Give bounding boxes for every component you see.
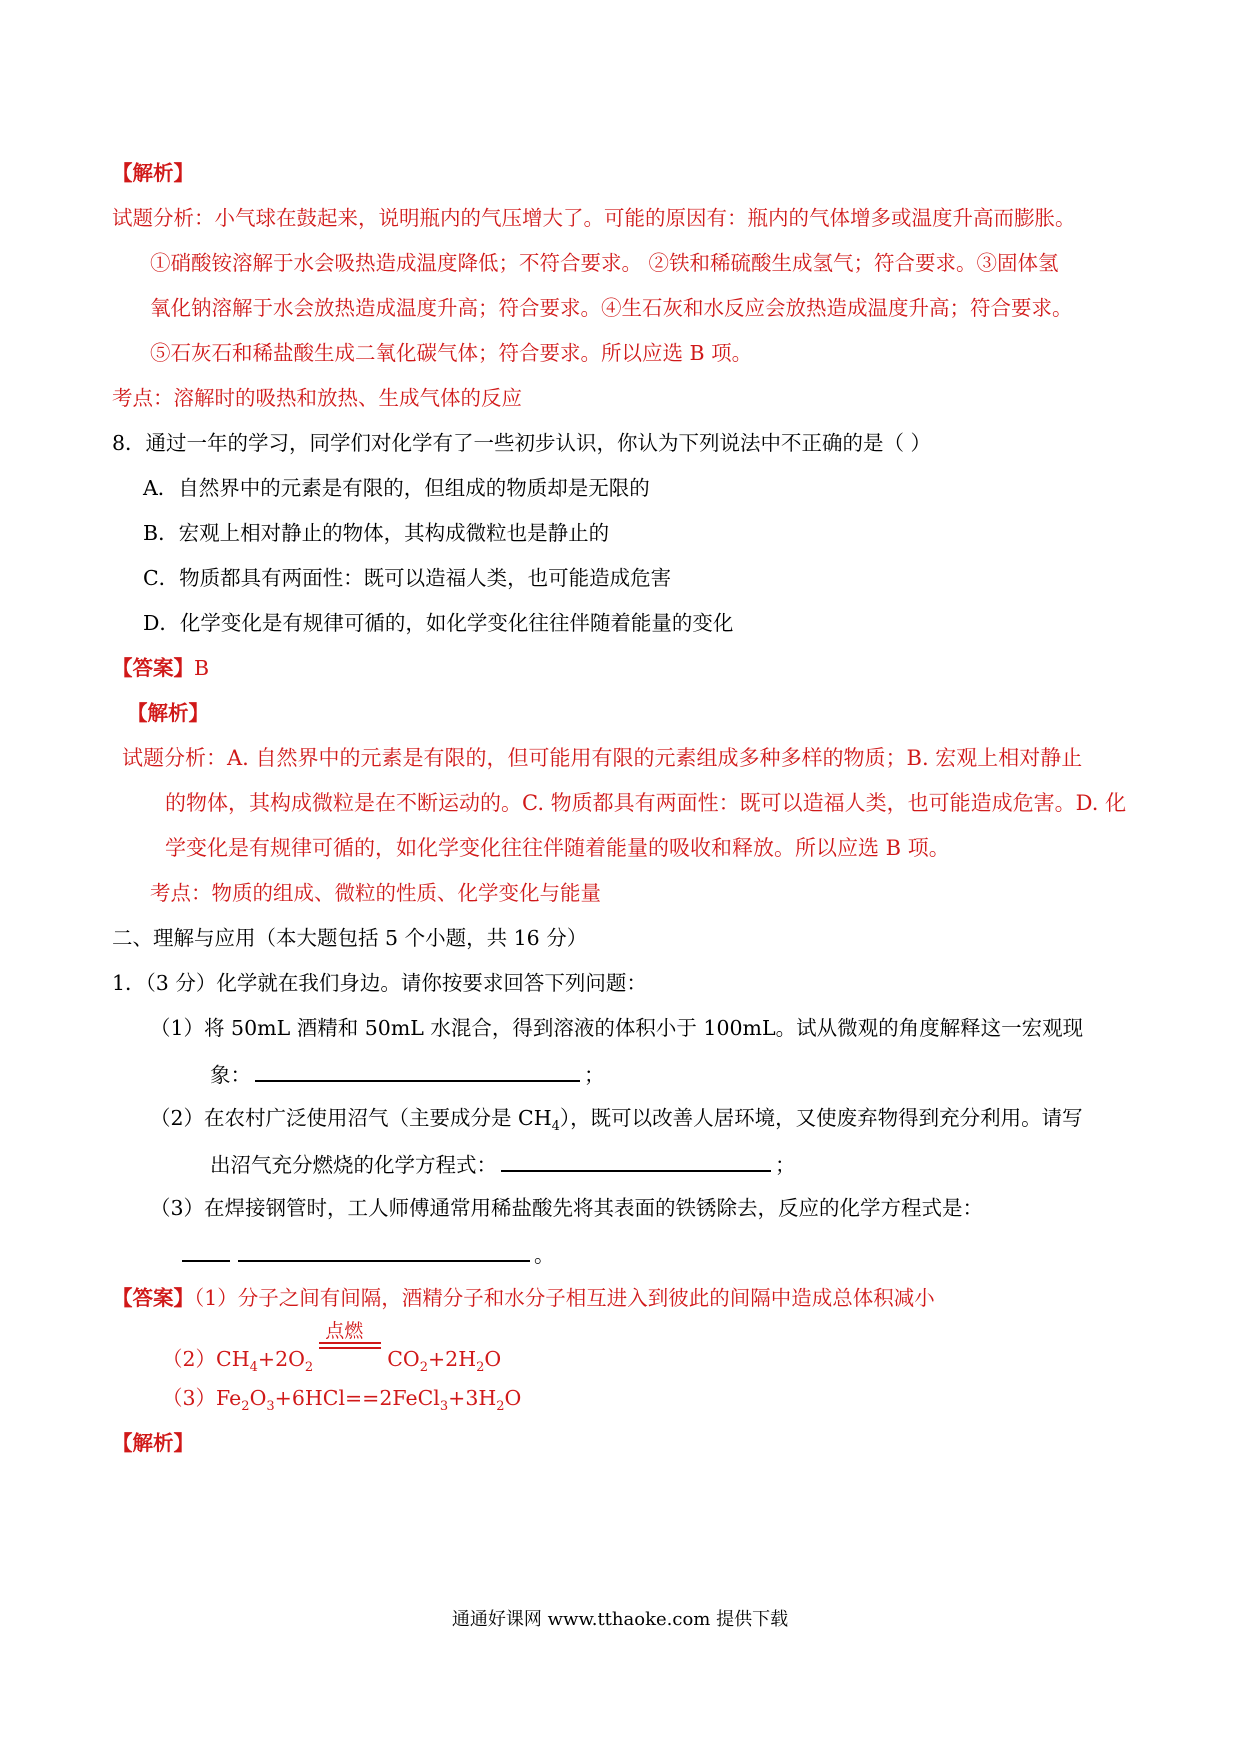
text-part: CO bbox=[387, 1347, 420, 1371]
reaction-condition-arrow bbox=[319, 1320, 381, 1366]
sub-question-2-cont bbox=[210, 1148, 796, 1180]
analysis-line: ①硝酸铵溶解于水会吸热造成温度降低；不符合要求。 ②铁和稀硫酸生成氢气；符合要求。③固体氢 bbox=[150, 251, 1059, 275]
analysis-line: 氧化钠溶解于水会放热造成温度升高；符合要求。④生石灰和水反应会放热造成温度升高；符合要求。 bbox=[150, 296, 1073, 320]
answer-3 bbox=[162, 1383, 521, 1422]
subscript: 4 bbox=[249, 1360, 258, 1376]
option-d: D．化学变化是有规律可循的，如化学变化往往伴随着能量的变化 bbox=[143, 611, 734, 635]
text-part: （2）CH bbox=[162, 1347, 250, 1371]
text-part: +2H bbox=[427, 1347, 477, 1371]
answer-label: 【答案】 bbox=[112, 656, 194, 680]
subscript: 2 bbox=[496, 1399, 505, 1415]
text-part: O bbox=[484, 1347, 502, 1371]
text-part: ），既可以改善人居环境，又使废弃物得到充分利用。请写 bbox=[559, 1106, 1083, 1130]
question-stem: 8．通过一年的学习，同学们对化学有了一些初步认识，你认为下列说法中不正确的是（ ） bbox=[112, 431, 932, 455]
section-title: 二、理解与应用（本大题包括 5 个小题，共 16 分） bbox=[112, 926, 588, 950]
text-part: O bbox=[504, 1386, 522, 1410]
analysis-heading: 【解析】 bbox=[127, 701, 209, 725]
analysis-line: 试题分析：A. 自然界中的元素是有限的，但可能用有限的元素组成多种多样的物质；B. 宏观上相对静止 bbox=[122, 746, 1083, 770]
option-c: C．物质都具有两面性：既可以造福人类，也可能造成危害 bbox=[143, 566, 672, 590]
sub-question-3: （3）在焊接钢管时，工人师傅通常用稀盐酸先将其表面的铁锈除去，反应的化学方程式是： bbox=[150, 1196, 984, 1220]
subscript: 2 bbox=[241, 1399, 250, 1415]
sub-question-2 bbox=[150, 1103, 1083, 1142]
text-part: O bbox=[249, 1386, 267, 1410]
text-part: （2）在农村广泛使用沼气（主要成分是 CH bbox=[150, 1106, 552, 1130]
answer-2 bbox=[162, 1320, 502, 1383]
suffix-text: ； bbox=[775, 1153, 796, 1177]
answer-line bbox=[112, 1283, 935, 1313]
sub-question-3-cont bbox=[182, 1238, 555, 1270]
analysis-line: 的物体，其构成微粒是在不断运动的。C. 物质都具有两面性：既可以造福人类，也可能造成危害。D. 化 bbox=[165, 791, 1127, 815]
reaction-condition: 点燃 bbox=[325, 1320, 364, 1342]
sub-question-1-cont bbox=[210, 1058, 605, 1090]
subscript: 3 bbox=[266, 1399, 275, 1415]
analysis-heading: 【解析】 bbox=[112, 1431, 194, 1455]
analysis-line: 学变化是有规律可循的，如化学变化往往伴随着能量的吸收和释放。所以应选 B 项。 bbox=[165, 836, 950, 860]
answer-line bbox=[112, 653, 209, 683]
kaodian-line: 考点：溶解时的吸热和放热、生成气体的反应 bbox=[112, 386, 522, 410]
subscript: 4 bbox=[551, 1119, 560, 1135]
page-footer: 通通好课网 www.tthaoke.com 提供下载 bbox=[451, 1609, 789, 1630]
prefix-text: 出沼气充分燃烧的化学方程式： bbox=[210, 1153, 497, 1177]
subscript: 2 bbox=[304, 1360, 314, 1376]
subscript: 2 bbox=[419, 1360, 428, 1376]
text-part: +3H bbox=[448, 1386, 497, 1410]
text-part: +6HCl==2FeCl bbox=[274, 1386, 440, 1410]
text-part: +2O bbox=[257, 1347, 305, 1371]
answer-blank-short[interactable] bbox=[182, 1238, 230, 1262]
analysis-line: 试题分析：小气球在鼓起来，说明瓶内的气压增大了。可能的原因有：瓶内的气体增多或温度升高而膨胀。 bbox=[112, 206, 1076, 230]
answer-1: （1）分子之间有间隔，酒精分子和水分子相互进入到彼此的间隔中造成总体积减小 bbox=[194, 1286, 935, 1310]
answer-label: 【答案】 bbox=[112, 1286, 194, 1310]
prefix-text: 象： bbox=[210, 1063, 251, 1087]
analysis-heading: 【解析】 bbox=[112, 161, 194, 185]
answer-value: B bbox=[194, 656, 210, 680]
answer-blank[interactable] bbox=[238, 1238, 530, 1262]
kaodian-line: 考点：物质的组成、微粒的性质、化学变化与能量 bbox=[150, 881, 601, 905]
analysis-line: ⑤石灰石和稀盐酸生成二氧化碳气体；符合要求。所以应选 B 项。 bbox=[150, 341, 753, 365]
subscript: 2 bbox=[476, 1360, 485, 1376]
answer-blank[interactable] bbox=[501, 1148, 771, 1172]
text-part: （3）Fe bbox=[162, 1386, 242, 1410]
suffix-text: 。 bbox=[534, 1243, 555, 1267]
suffix-text: ； bbox=[584, 1063, 605, 1087]
answer-blank[interactable] bbox=[255, 1058, 580, 1082]
option-a: A．自然界中的元素是有限的，但组成的物质却是无限的 bbox=[143, 476, 650, 500]
subscript: 3 bbox=[439, 1399, 449, 1415]
sub-question-1: （1）将 50mL 酒精和 50mL 水混合，得到溶液的体积小于 100mL。试从微观的角度解释这一宏观现 bbox=[150, 1016, 1084, 1040]
option-b: B．宏观上相对静止的物体，其构成微粒也是静止的 bbox=[143, 521, 610, 545]
question-stem: 1．（3 分）化学就在我们身边。请你按要求回答下列问题： bbox=[112, 971, 647, 995]
